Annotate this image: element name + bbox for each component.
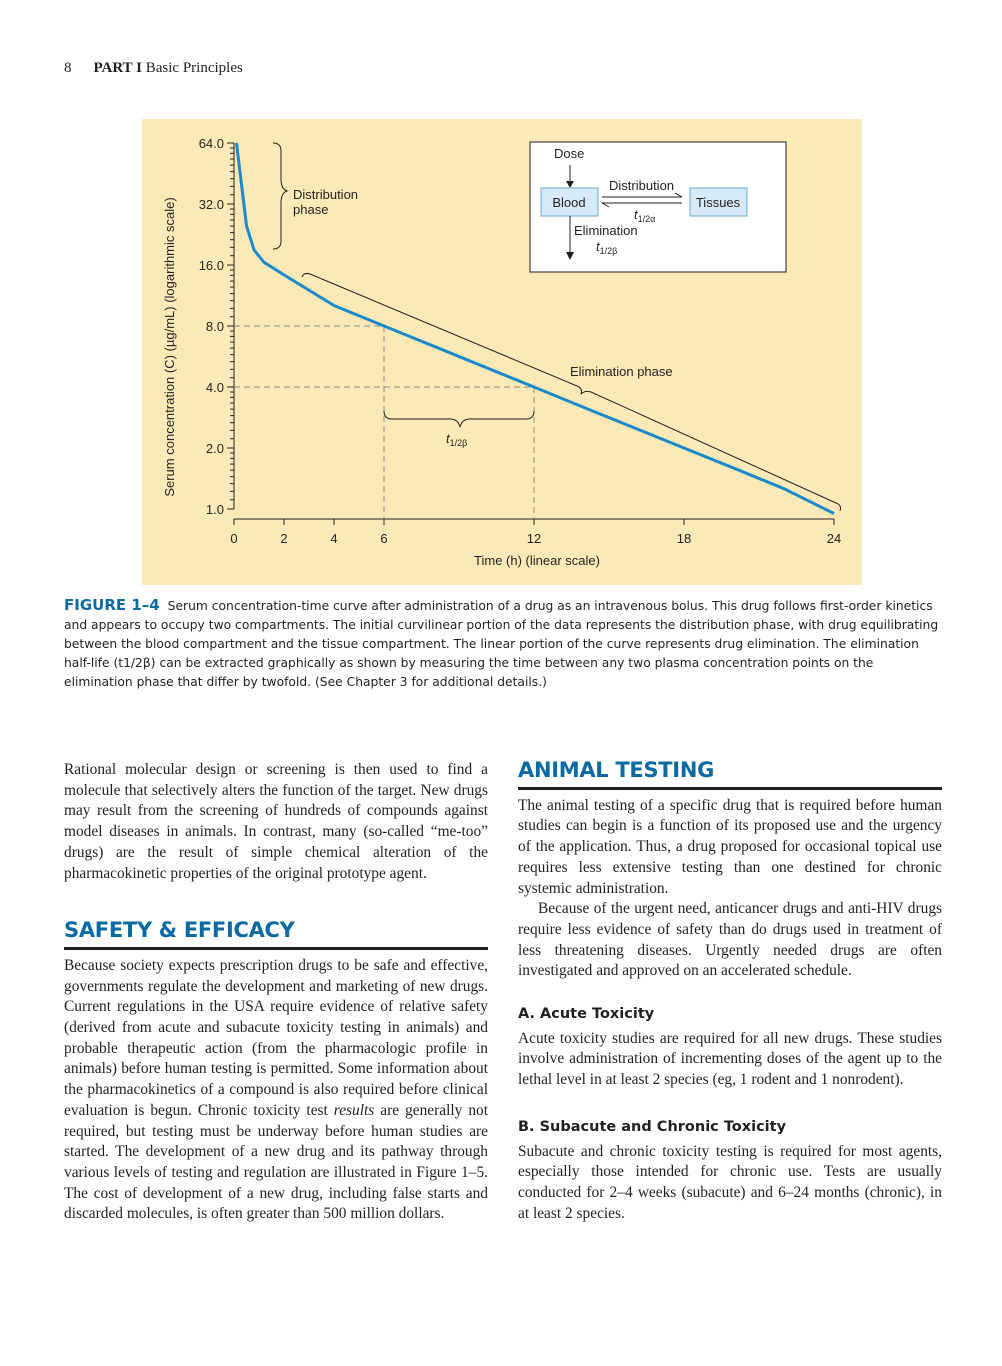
part-label: PART I (93, 60, 143, 76)
tissues-label: Tissues (695, 195, 741, 210)
half-life-guides (234, 326, 534, 519)
half-life-label: $t_{1/2\beta}$ (446, 431, 468, 448)
right-column (518, 760, 942, 1224)
x-ticks (230, 519, 841, 546)
safety-paragraph: Because society expects prescription drugs to be safe and effective, governments regulate the development and marketing of new drugs. Current regulations in the USA require evidence of relative safety (derived from acute and subacute toxicity testing in animals) and probable therapeutic action (from the pharmacologic profile in animals) before human testing is permitted. Some information about the pharmacokinetics of a compound is also required before clinical evaluation is begun. Chronic toxicity test results are generally not required, but testing must be underway before human studies are started. The development of a new drug and its pathway through various levels of testing and regulation are illustrated in Figure 1–5. The cost of development of a new drug, including false starts and discarded molecules, is often greater than 500 million dollars. (64, 956, 488, 1223)
page-number: 8 (64, 60, 72, 76)
figure-caption (64, 596, 940, 692)
y-tick-label: 8.0 (205, 319, 224, 334)
safety-efficacy-heading: SAFETY & EFFICACY (64, 920, 488, 950)
x-axis-title: Time (h) (linear scale) (474, 553, 600, 568)
x-tick-label: 4 (330, 531, 338, 546)
animal-testing-heading: ANIMAL TESTING (518, 760, 942, 790)
y-tick-label: 4.0 (205, 380, 224, 395)
t-beta-label: $t_{1/2\beta}$ (596, 239, 618, 256)
x-tick-label: 24 (826, 531, 842, 546)
dose-label: Dose (554, 146, 585, 161)
subacute-chronic-heading: B. Subacute and Chronic Toxicity (518, 1118, 787, 1135)
x-tick-label: 12 (526, 531, 542, 546)
y-tick-label: 1.0 (205, 502, 224, 517)
blood-label: Blood (552, 195, 586, 210)
subacute-chronic-paragraph: Subacute and chronic toxicity testing is required for most agents, especially those intended for chronic use. Tests are usually conducted for 2–4 weeks (subacute) and 6–24 months (chronic), in at least 2 species. (518, 1142, 942, 1222)
y-tick-label: 32.0 (198, 197, 224, 212)
elimination-brace (302, 273, 841, 511)
x-tick-label: 18 (676, 531, 692, 546)
urgent-need-paragraph: Because of the urgent need, anticancer drugs and anti-HIV drugs require less evidence of safety than do drugs used in treatment of less threatening diseases. Urgently needed drugs are often investigated and approved on an accelerated schedule. (518, 900, 942, 980)
elimination-phase-label: Elimination phase (570, 364, 673, 379)
distribution-label-2: phase (293, 202, 329, 217)
distribution-brace (273, 143, 287, 249)
y-ticks (199, 136, 234, 517)
intro-paragraph: Rational molecular design or screening is then used to find a molecule that selectively alters the function of the target. New drugs may result from the screening of hundreds of compounds against model diseases in animals. In contrast, many (so-called “me-too” drugs) are the result of simple chemical alteration of the pharmacokinetic properties of the original prototype agent. (64, 761, 488, 882)
compartment-diagram (530, 142, 786, 272)
x-tick-label: 2 (280, 531, 288, 546)
y-axis-title: Serum concentration (C) (µg/mL) (logarithmic scale) (162, 197, 177, 497)
x-tick-label: 6 (380, 531, 388, 546)
y-tick-label: 64.0 (198, 136, 224, 151)
distribution-label-1: Distribution (293, 187, 359, 202)
t-alpha-label: $t_{1/2\alpha}$ (634, 207, 656, 224)
animal-testing-paragraph: The animal testing of a specific drug that is required before human studies can begin is a function of its proposed use and the urgency of the application. Thus, a drug proposed for occasional topical use requires less extensive testing than one destined for chronic systemic administration. (518, 796, 942, 897)
acute-toxicity-paragraph: Acute toxicity studies are required for all new drugs. These studies involve administration of incrementing doses of the agent up to the lethal level in at least 2 species (eg, 1 rodent and 1 nonrodent). (518, 1029, 942, 1089)
running-header (64, 60, 243, 77)
acute-toxicity-heading: A. Acute Toxicity (518, 1006, 655, 1023)
part-title: Basic Principles (145, 60, 243, 76)
caption-text: Serum concentration-time curve after administration of a drug as an intravenous bolus. This drug follows first-order kinetics and appears to occupy two compartments. The initial curvilinear portion of the data represents the distribution phase, with drug equilibrating between the blood compartment and the tissue compartment. The linear portion of the curve represents drug elimination. The elimination half-life (t1/2β) can be extracted graphically as shown by measuring the time between any two plasma concentration points on the elimination phase that differ by twofold. (See Chapter 3 for additional details.) (64, 599, 939, 689)
x-tick-label: 0 (230, 531, 238, 546)
y-tick-label: 2.0 (205, 441, 224, 456)
left-column (64, 760, 488, 1225)
concentration-time-chart (142, 119, 862, 585)
half-life-brace (384, 411, 534, 427)
figure-label: FIGURE 1–4 (64, 596, 160, 614)
distribution-arrow-label: Distribution (609, 178, 675, 193)
y-tick-label: 16.0 (198, 258, 224, 273)
figure-1-4 (142, 119, 862, 585)
elimination-arrow-label: Elimination (574, 223, 638, 238)
